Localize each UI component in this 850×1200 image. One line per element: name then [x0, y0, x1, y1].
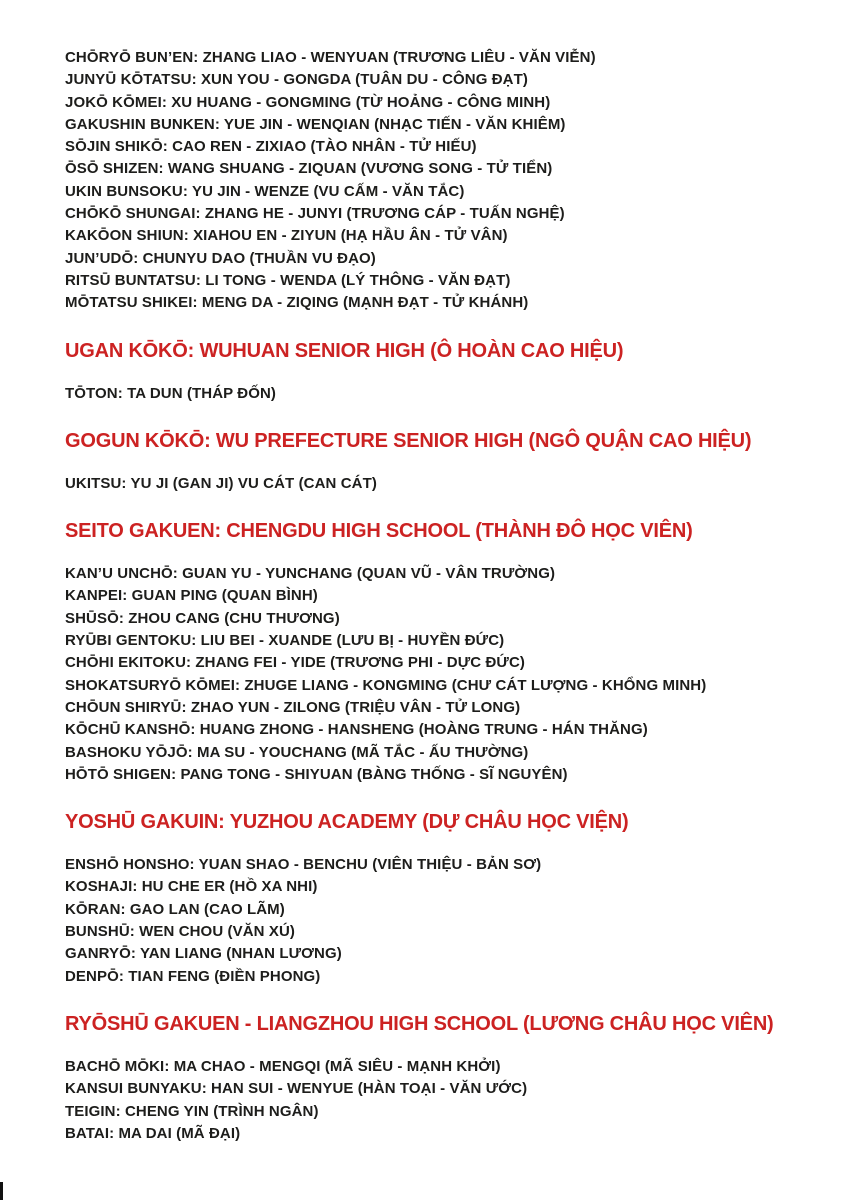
- character-entry: KANPEI: GUAN PING (QUAN BÌNH): [65, 587, 318, 605]
- roster-section: [65, 1010, 820, 1145]
- character-entry: UKITSU: YU JI (GAN JI) VU CÁT (CAN CÁT): [65, 474, 377, 492]
- character-entry: KOSHAJI: HU CHE ER (HỒ XA NHI): [65, 878, 318, 896]
- character-entry: BASHOKU YŌJŌ: MA SU - YOUCHANG (MÃ TẮC - ẤU THƯỜNG): [65, 743, 529, 761]
- roster-section: [65, 47, 820, 315]
- character-entry: SŌJIN SHIKŌ: CAO REN - ZIXIAO (TÀO NHÂN - TỬ HIẾU): [65, 138, 477, 156]
- roster-section: [65, 427, 820, 495]
- character-entry: KŌRAN: GAO LAN (CAO LÃM): [65, 900, 285, 918]
- character-entry: HŌTŌ SHIGEN: PANG TONG - SHIYUAN (BÀNG THỐNG - SĨ NGUYÊN): [65, 765, 568, 783]
- character-entry: DENPŌ: TIAN FENG (ĐIỀN PHONG): [65, 967, 321, 985]
- character-entry: CHŌKŌ SHUNGAI: ZHANG HE - JUNYI (TRƯƠNG CÁP - TUẤN NGHỆ): [65, 205, 565, 223]
- character-entry: JUN’UDŌ: CHUNYU DAO (THUẦN VU ĐẠO): [65, 249, 376, 267]
- character-entry: UKIN BUNSOKU: YU JIN - WENZE (VU CẤM - VĂN TẮC): [65, 182, 465, 200]
- roster-section: [65, 808, 820, 988]
- character-entry: CHŌUN SHIRYŪ: ZHAO YUN - ZILONG (TRIỆU VÂN - TỬ LONG): [65, 698, 521, 716]
- character-entry: ŌSŌ SHIZEN: WANG SHUANG - ZIQUAN (VƯƠNG SONG - TỬ TIỂN): [65, 160, 553, 178]
- character-entry: SHŪSŌ: ZHOU CANG (CHU THƯƠNG): [65, 609, 340, 627]
- character-entry: MŌTATSU SHIKEI: MENG DA - ZIQING (MẠNH ĐẠT - TỬ KHÁNH): [65, 294, 529, 312]
- character-entry: KAKŌON SHIUN: XIAHOU EN - ZIYUN (HẠ HẦU ÂN - TỬ VÂN): [65, 227, 508, 245]
- character-entry: JUNYŪ KŌTATSU: XUN YOU - GONGDA (TUÂN DU - CÔNG ĐẠT): [65, 71, 528, 89]
- school-heading: SEITO GAKUEN: CHENGDU HIGH SCHOOL (THÀNH ĐÔ HỌC VIÊN): [65, 520, 693, 543]
- character-entry: KAN’U UNCHŌ: GUAN YU - YUNCHANG (QUAN VŨ - VÂN TRƯỜNG): [65, 565, 556, 583]
- roster-section: [65, 517, 820, 786]
- school-heading: UGAN KŌKŌ: WUHUAN SENIOR HIGH (Ô HOÀN CAO HIỆU): [65, 339, 624, 362]
- character-entry: RYŪBI GENTOKU: LIU BEI - XUANDE (LƯU BỊ - HUYỀN ĐỨC): [65, 632, 505, 650]
- character-entry: GAKUSHIN BUNKEN: YUE JIN - WENQIAN (NHẠC TIẾN - VĂN KHIÊM): [65, 115, 566, 133]
- character-entry: KANSUI BUNYAKU: HAN SUI - WENYUE (HÀN TOẠI - VĂN ƯỚC): [65, 1080, 528, 1098]
- character-entry: TEIGIN: CHENG YIN (TRÌNH NGÂN): [65, 1102, 319, 1120]
- character-entry: SHOKATSURYŌ KŌMEI: ZHUGE LIANG - KONGMING (CHƯ CÁT LƯỢNG - KHỔNG MINH): [65, 676, 707, 694]
- roster-section: [65, 337, 820, 405]
- character-entry: KŌCHŪ KANSHŌ: HUANG ZHONG - HANSHENG (HOÀNG TRUNG - HÁN THĂNG): [65, 721, 648, 739]
- character-entry: GANRYŌ: YAN LIANG (NHAN LƯƠNG): [65, 945, 342, 963]
- character-entry: BUNSHŪ: WEN CHOU (VĂN XÚ): [65, 923, 295, 941]
- school-heading: YOSHŪ GAKUIN: YUZHOU ACADEMY (DỰ CHÂU HỌC VIỆN): [65, 811, 629, 834]
- character-entry: RITSŪ BUNTATSU: LI TONG - WENDA (LÝ THÔNG - VĂN ĐẠT): [65, 271, 511, 289]
- school-heading: RYŌSHŪ GAKUEN - LIANGZHOU HIGH SCHOOL (LƯƠNG CHÂU HỌC VIÊN): [65, 1012, 774, 1035]
- translation-notes: [65, 47, 820, 1145]
- character-entry: ENSHŌ HONSHO: YUAN SHAO - BENCHU (VIÊN THIỆU - BẢN SƠ): [65, 856, 542, 874]
- school-heading: GOGUN KŌKŌ: WU PREFECTURE SENIOR HIGH (NGÔ QUẬN CAO HIỆU): [65, 429, 752, 452]
- character-entry: CHŌRYŌ BUN’EN: ZHANG LIAO - WENYUAN (TRƯƠNG LIÊU - VĂN VIỄN): [65, 49, 596, 66]
- character-entry: BATAI: MA DAI (MÃ ĐẠI): [65, 1124, 241, 1142]
- character-entry: JOKŌ KŌMEI: XU HUANG - GONGMING (TỪ HOẢNG - CÔNG MINH): [65, 93, 551, 111]
- character-entry: TŌTON: TA DUN (THÁP ĐỐN): [65, 384, 276, 402]
- character-entry: BACHŌ MŌKI: MA CHAO - MENGQI (MÃ SIÊU - MẠNH KHỞI): [65, 1057, 501, 1075]
- scan-artifact-mark: [0, 1182, 3, 1200]
- character-entry: CHŌHI EKITOKU: ZHANG FEI - YIDE (TRƯƠNG PHI - DỰC ĐỨC): [65, 654, 525, 672]
